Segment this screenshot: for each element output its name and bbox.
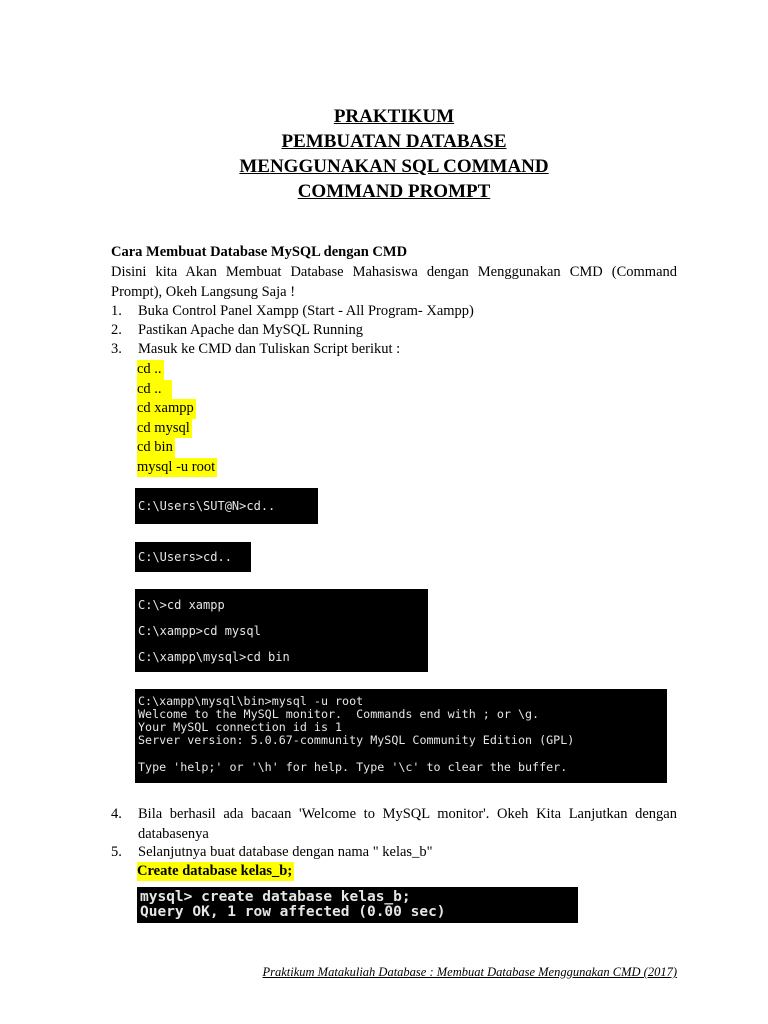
cmd-line: C:\xampp\mysql>cd bin	[138, 650, 290, 664]
cmd-line: Server version: 5.0.67-community MySQL Community Edition (GPL)	[138, 733, 575, 747]
list-number: 5.	[111, 844, 122, 860]
cmd-line: C:\xampp\mysql\bin>mysql -u root	[138, 694, 364, 708]
script-line: mysql -u root	[137, 458, 217, 478]
cmd-screenshot	[137, 887, 578, 923]
cmd-line: Type 'help;' or '\h' for help. Type '\c' to clear the buffer.	[138, 760, 568, 774]
page-footer: Praktikum Matakuliah Database : Membuat Database Menggunakan CMD (2017)	[262, 965, 677, 979]
cmd-screenshot	[135, 488, 318, 524]
cmd-line: C:\>cd xampp	[138, 598, 225, 612]
list-number: 3.	[111, 341, 122, 357]
script-line: cd xampp	[137, 399, 196, 419]
list-number: 1.	[111, 303, 122, 319]
cmd-line: Welcome to the MySQL monitor. Commands end with ; or \g.	[138, 707, 540, 721]
list-text: Bila berhasil ada bacaan 'Welcome to MySQL monitor'. Okeh Kita Lanjutkan dengan databasenya	[138, 806, 677, 842]
cmd-line: C:\Users>cd..	[138, 550, 232, 564]
script-line: cd ..	[137, 380, 172, 400]
cmd-line: C:\xampp>cd mysql	[138, 624, 261, 638]
cmd-line: Query OK, 1 row affected (0.00 sec)	[140, 904, 446, 920]
cmd-screenshot	[135, 589, 428, 672]
cmd-screenshot	[135, 542, 251, 572]
title-line: PRAKTIKUM	[333, 106, 455, 127]
script-line: cd mysql	[137, 419, 192, 439]
list-text: Pastikan Apache dan MySQL Running	[138, 322, 363, 338]
create-database-text: Create database kelas_b;	[137, 863, 293, 879]
title-line: COMMAND PROMPT	[297, 181, 491, 202]
list-number: 4.	[111, 806, 122, 822]
intro-paragraph: Disini kita Akan Membuat Database Mahasiswa dengan Menggunakan CMD (Command Prompt), Okeh Langsung Saja !	[111, 264, 677, 300]
create-database-label	[137, 862, 294, 881]
cmd-line: mysql> create database kelas_b;	[140, 889, 411, 905]
list-number: 2.	[111, 322, 122, 338]
title-line: MENGGUNAKAN SQL COMMAND	[239, 156, 549, 177]
script-line: cd ..	[137, 360, 164, 380]
section-heading: Cara Membuat Database MySQL dengan CMD	[111, 244, 408, 260]
script-block	[137, 360, 217, 477]
list-text: Masuk ke CMD dan Tuliskan Script berikut :	[138, 341, 401, 357]
cmd-line: Your MySQL connection id is 1	[138, 720, 343, 734]
title-line: PEMBUATAN DATABASE	[281, 131, 507, 152]
cmd-line: C:\Users\SUT@N>cd..	[138, 499, 276, 513]
list-text: Buka Control Panel Xampp (Start - All Program- Xampp)	[138, 303, 474, 319]
cmd-screenshot	[135, 689, 667, 783]
list-text: Selanjutnya buat database dengan nama " kelas_b"	[138, 844, 433, 860]
script-line: cd bin	[137, 438, 175, 458]
document-title	[0, 104, 768, 204]
